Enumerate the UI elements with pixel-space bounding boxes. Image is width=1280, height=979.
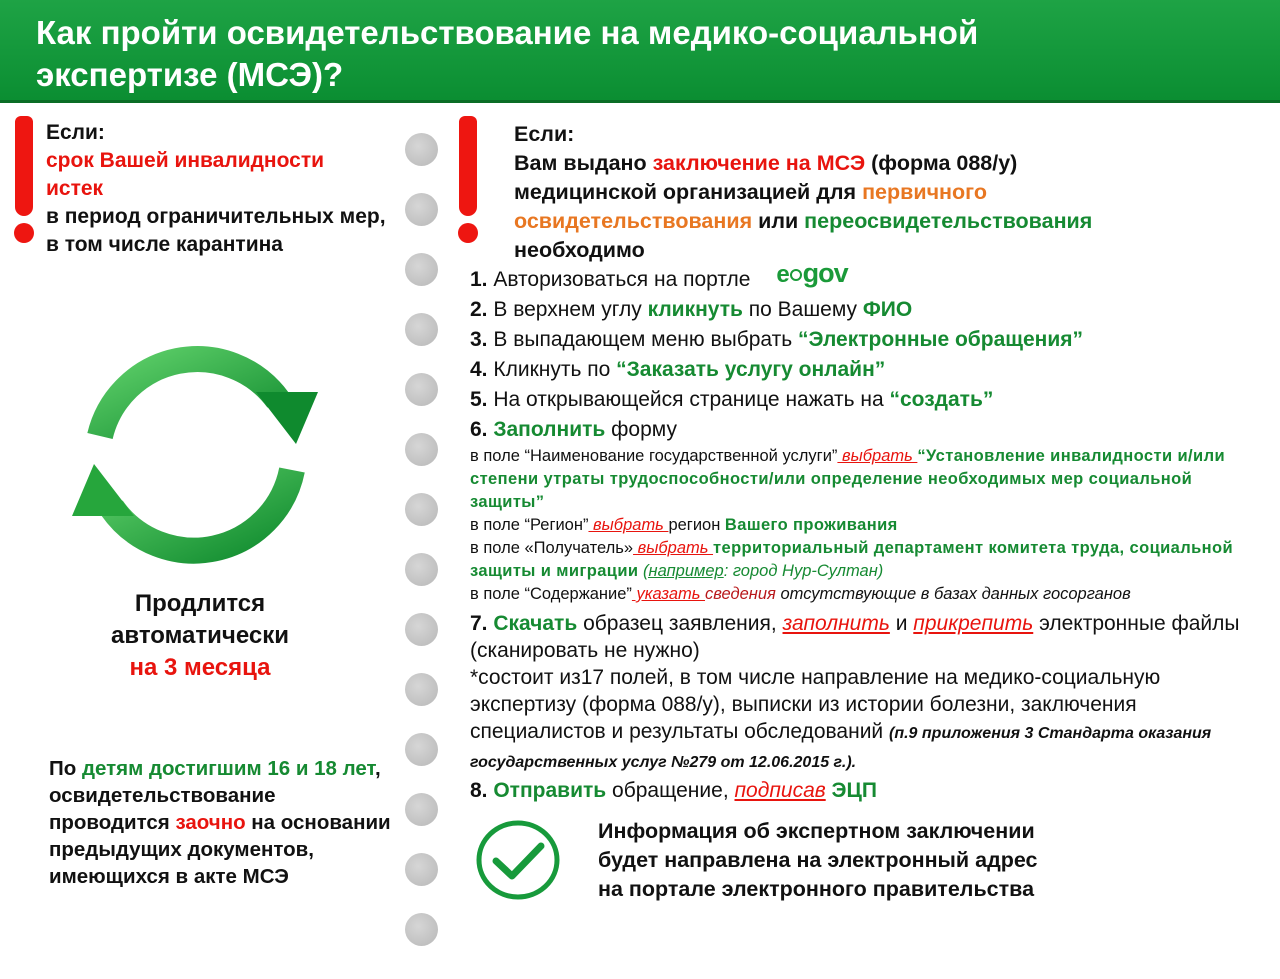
step-6: 6. Заполнить форму	[470, 418, 677, 441]
binding-dot	[405, 553, 438, 586]
binding-dot	[405, 613, 438, 646]
checkmark-circle-icon	[474, 818, 564, 903]
step-5: 5. На открывающейся странице нажать на “создать”	[470, 388, 994, 411]
step-1: 1. Авторизоваться на портле e gov	[470, 258, 848, 291]
children-note: По детям достигшим 16 и 18 лет, освидетельствование проводится заочно на основании предыдущих документов, имеющихся в акте МСЭ	[49, 757, 391, 888]
page-title: Как пройти освидетельствование на медико-социальной экспертизе (МСЭ)?	[36, 14, 979, 93]
cycle-arrows-icon	[60, 318, 330, 588]
step-7-note: *состоит из17 полей, в том числе направление на медико-социальную экспертизу (форма 088/у), выписки из истории болезни, заключения специалистов и результаты обследований (п.9 приложения 3 Стандарта оказания государственных услуг №279 от 12.06.2015 г.).	[470, 666, 1212, 771]
binding-dot	[405, 853, 438, 886]
binding-dot	[405, 313, 438, 346]
binding-dot	[405, 253, 438, 286]
binding-dot	[405, 433, 438, 466]
exclamation-icon	[456, 116, 480, 243]
exclamation-icon	[12, 116, 36, 243]
spiral-binding	[405, 133, 439, 979]
binding-dot	[405, 673, 438, 706]
conclusion-notice: Если: Вам выдано заключение на МСЭ (форма 088/у) медицинской организацией для первичного освидетельствования или переосвидетельствования необходимо	[514, 122, 1093, 262]
step-3: 3. В выпадающем меню выбрать “Электронные обращения”	[470, 328, 1084, 351]
binding-dot	[405, 133, 438, 166]
field-content: в поле “Содержание” указать сведения отсутствующие в базах данных госорганов	[470, 585, 1131, 603]
header-banner	[0, 0, 1280, 103]
field-recipient: в поле «Получатель» выбрать территориальный департамент комитета труда, социальной защиты и миграции (например: город Нур-Султан)	[470, 539, 1234, 580]
field-service-name: в поле “Наименование государственной услуги” выбрать “Установление инвалидности и/или степени утраты трудоспособности/или определение необходимых мер социальной защиты”	[470, 447, 1225, 511]
step-8: 8. Отправить обращение, подписав ЭЦП	[470, 779, 877, 802]
steps-list	[470, 258, 1270, 806]
egov-logo: e gov	[776, 258, 848, 288]
auto-extend-text: Продлится автоматически на 3 месяца	[111, 590, 289, 681]
binding-dot	[405, 793, 438, 826]
step-7: 7. Скачать образец заявления, заполнить и прикрепить электронные файлы (сканировать не нужно)	[470, 612, 1240, 662]
step-2: 2. В верхнем углу кликнуть по Вашему ФИО	[470, 298, 913, 321]
binding-dot	[405, 733, 438, 766]
binding-dot	[405, 193, 438, 226]
final-info: Информация об экспертном заключении будет направлена на электронный адрес на портале электронного правительства	[598, 819, 1038, 901]
field-region: в поле “Регион” выбрать регион Вашего проживания	[470, 516, 898, 534]
binding-dot	[405, 493, 438, 526]
binding-dot	[405, 373, 438, 406]
expired-disability-notice: Если: срок Вашей инвалидности истек в период ограничительных мер, в том числе карантина	[46, 121, 386, 256]
binding-dot	[405, 913, 438, 946]
step-4: 4. Кликнуть по “Заказать услугу онлайн”	[470, 358, 886, 381]
